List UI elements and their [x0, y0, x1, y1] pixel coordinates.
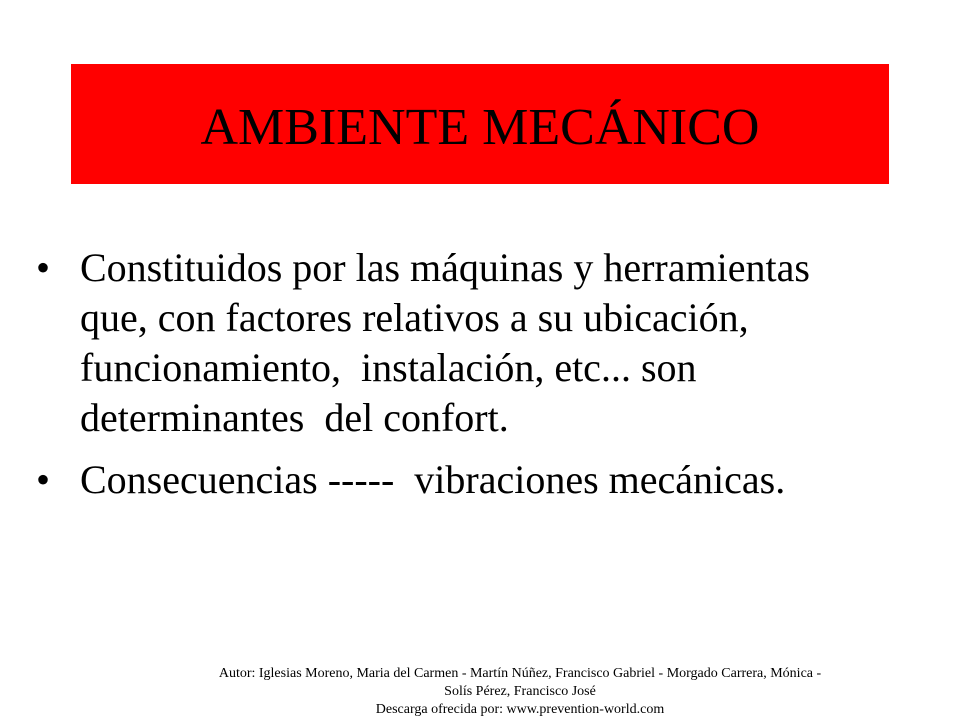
bullet-line: Constituidos por las máquinas y herramientas [80, 245, 810, 290]
bullet-line: que, con factores relativos a su ubicación, [80, 295, 749, 340]
bullet-line: funcionamiento, instalación, etc... son [80, 345, 697, 390]
bullet-line: determinantes del confort. [80, 395, 509, 440]
credits-authors: Autor: Iglesias Moreno, Maria del Carmen - Martín Núñez, Francisco Gabriel - Morgado Carrera, Mónica - [218, 666, 822, 681]
bullet-marker: • [36, 457, 51, 502]
credits-footer [150, 665, 890, 719]
bullet-item-consequences [36, 455, 906, 505]
slide-title: AMBIENTE MECÁNICO [200, 99, 760, 156]
credits-download-source: Descarga ofrecida por: www.prevention-world.com [375, 702, 665, 717]
bullet-line: Consecuencias ----- vibraciones mecánicas. [80, 457, 786, 502]
bullet-list [36, 243, 906, 517]
bullet-item-machines [36, 243, 906, 443]
credits-authors-cont: Solís Pérez, Francisco José [444, 684, 596, 699]
title-banner [71, 64, 889, 184]
bullet-marker: • [36, 245, 51, 290]
